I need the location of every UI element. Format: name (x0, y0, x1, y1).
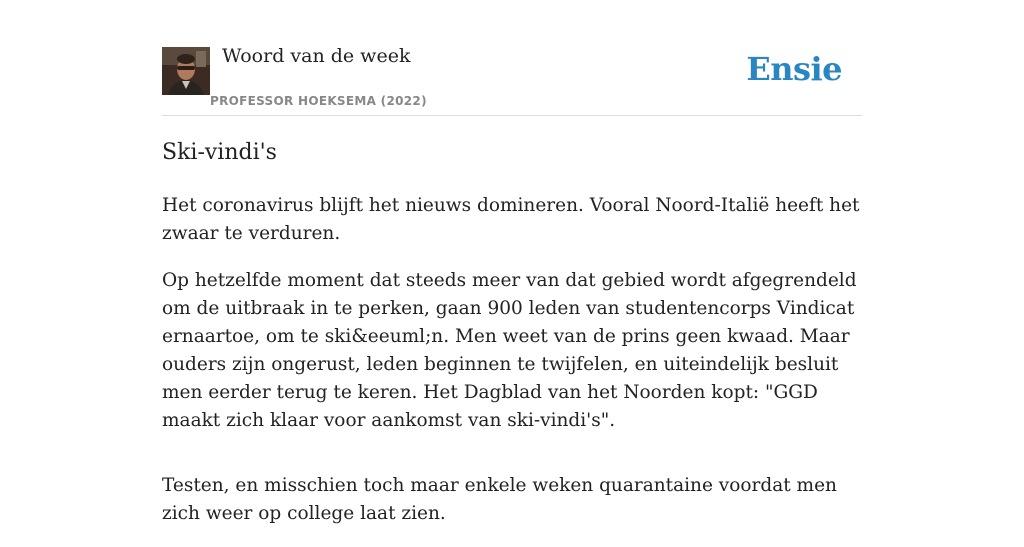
post-content (162, 192, 862, 547)
post-card (162, 0, 862, 524)
brand-logo[interactable]: Ensie (746, 50, 842, 88)
paragraph: Het coronavirus blijft het nieuws domineren. Vooral Noord-Italië heeft het zwaar te verduren. (162, 195, 860, 244)
paragraph: Testen, en misschien toch maar enkele weken quarantaine voordat men zich weer op college laat zien. (162, 475, 837, 524)
post-header (162, 0, 862, 116)
avatar[interactable] (162, 47, 210, 95)
post-title: Ski-vindi's (162, 140, 277, 165)
author-photo-icon (162, 47, 210, 95)
author-name[interactable]: PROFESSOR HOEKSEMA (2022) (210, 94, 427, 108)
blog-title-link[interactable]: Woord van de week (222, 45, 411, 67)
paragraph: Op hetzelfde moment dat steeds meer van dat gebied wordt afgegrendeld om de uitbraak in te perken, gaan 900 leden van studentencorps Vindicat ernaartoe, om te ski&eeuml;n. Men weet van de prins geen kwaad. Maar ouders zijn ongerust, leden beginnen te twijfelen, en uiteindelijk besluit men eerder terug te keren. Het Dagblad van het Noorden kopt: "GGD maakt zich klaar voor aankomst van ski-vindi's". (162, 270, 857, 431)
